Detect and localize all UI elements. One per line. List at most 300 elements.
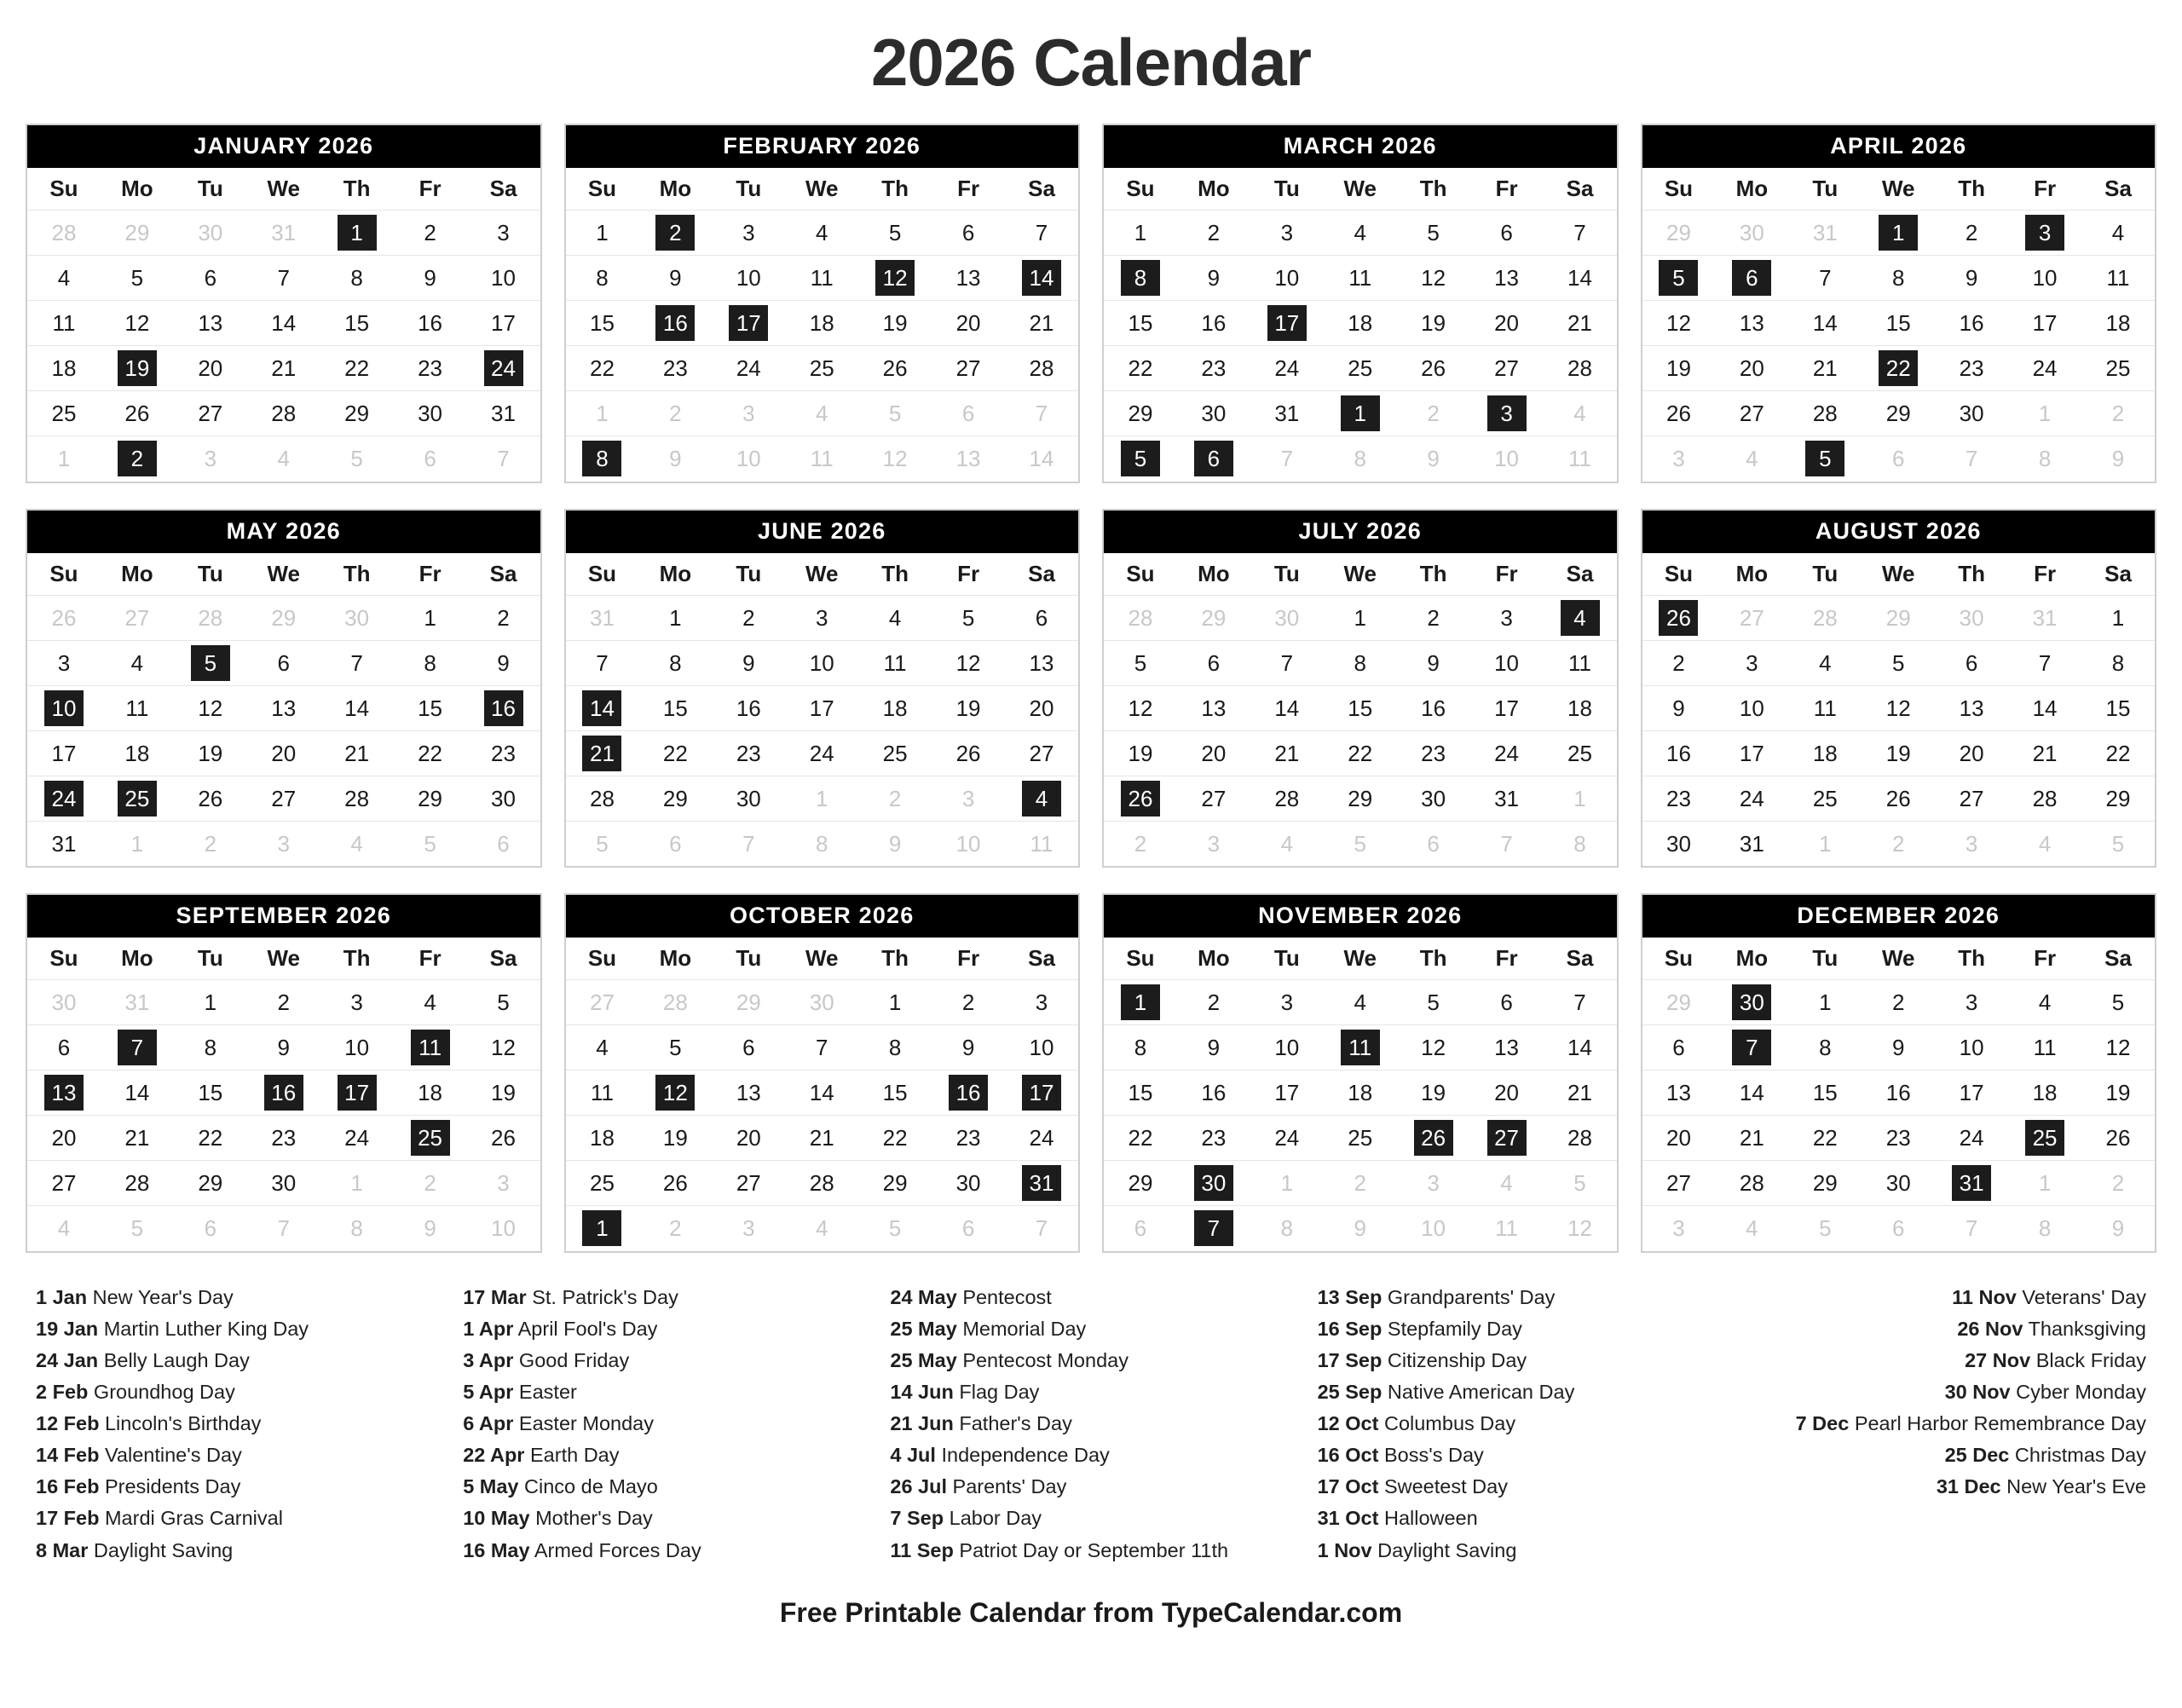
day-cell-highlighted[interactable]: [1470, 1116, 1544, 1161]
day-cell[interactable]: [2008, 1070, 2081, 1116]
day-cell[interactable]: [1642, 821, 1716, 866]
day-cell[interactable]: [858, 301, 932, 346]
day-cell[interactable]: [1715, 730, 1788, 776]
day-cell-adjacent-month[interactable]: [27, 211, 101, 256]
day-cell-highlighted[interactable]: [932, 1070, 1005, 1116]
day-cell-highlighted[interactable]: [101, 346, 174, 391]
day-cell[interactable]: [394, 776, 467, 821]
day-cell[interactable]: [174, 391, 247, 436]
day-cell-highlighted[interactable]: [1104, 980, 1177, 1025]
day-cell[interactable]: [1104, 1161, 1177, 1206]
day-cell-adjacent-month[interactable]: [932, 391, 1005, 436]
day-cell[interactable]: [858, 211, 932, 256]
day-cell[interactable]: [1397, 776, 1470, 821]
day-cell-adjacent-month[interactable]: [467, 821, 540, 866]
day-cell[interactable]: [101, 1070, 174, 1116]
day-cell[interactable]: [320, 1116, 394, 1161]
day-cell-highlighted[interactable]: [1470, 391, 1544, 436]
day-cell-adjacent-month[interactable]: [2008, 821, 2081, 866]
day-cell-adjacent-month[interactable]: [174, 1206, 247, 1251]
day-cell-highlighted[interactable]: [101, 776, 174, 821]
day-cell[interactable]: [27, 730, 101, 776]
day-cell-highlighted[interactable]: [1177, 436, 1250, 482]
day-cell[interactable]: [27, 301, 101, 346]
day-cell[interactable]: [174, 685, 247, 730]
day-cell[interactable]: [1177, 730, 1250, 776]
day-cell-adjacent-month[interactable]: [1544, 821, 1617, 866]
day-cell-adjacent-month[interactable]: [932, 436, 1005, 482]
day-cell[interactable]: [785, 730, 858, 776]
day-cell-highlighted[interactable]: [1862, 346, 1935, 391]
day-cell-highlighted[interactable]: [1324, 391, 1397, 436]
day-cell[interactable]: [320, 256, 394, 301]
day-cell-adjacent-month[interactable]: [2008, 1206, 2081, 1251]
day-cell-highlighted[interactable]: [1544, 595, 1617, 640]
day-cell-adjacent-month[interactable]: [247, 436, 320, 482]
day-cell[interactable]: [1250, 776, 1324, 821]
day-cell-adjacent-month[interactable]: [27, 436, 101, 482]
day-cell[interactable]: [247, 776, 320, 821]
day-cell-adjacent-month[interactable]: [2008, 595, 2081, 640]
day-cell-adjacent-month[interactable]: [2081, 436, 2155, 482]
day-cell[interactable]: [1862, 776, 1935, 821]
day-cell[interactable]: [101, 256, 174, 301]
day-cell[interactable]: [1862, 1070, 1935, 1116]
day-cell[interactable]: [1935, 1116, 2008, 1161]
day-cell[interactable]: [932, 1025, 1005, 1070]
day-cell[interactable]: [394, 256, 467, 301]
day-cell-adjacent-month[interactable]: [932, 1206, 1005, 1251]
day-cell-adjacent-month[interactable]: [1005, 391, 1078, 436]
day-cell[interactable]: [1862, 1116, 1935, 1161]
day-cell[interactable]: [1788, 980, 1862, 1025]
day-cell-adjacent-month[interactable]: [785, 980, 858, 1025]
day-cell[interactable]: [1324, 346, 1397, 391]
day-cell[interactable]: [101, 1161, 174, 1206]
day-cell[interactable]: [2081, 776, 2155, 821]
day-cell-adjacent-month[interactable]: [1324, 1206, 1397, 1251]
day-cell[interactable]: [785, 301, 858, 346]
day-cell-adjacent-month[interactable]: [1250, 1161, 1324, 1206]
day-cell[interactable]: [1104, 211, 1177, 256]
day-cell-adjacent-month[interactable]: [1862, 1206, 1935, 1251]
day-cell[interactable]: [1324, 211, 1397, 256]
day-cell-highlighted[interactable]: [566, 1206, 639, 1251]
day-cell[interactable]: [27, 1161, 101, 1206]
day-cell[interactable]: [1005, 980, 1078, 1025]
day-cell[interactable]: [566, 1116, 639, 1161]
day-cell[interactable]: [785, 256, 858, 301]
day-cell[interactable]: [101, 640, 174, 685]
day-cell[interactable]: [1862, 640, 1935, 685]
day-cell[interactable]: [1250, 256, 1324, 301]
day-cell[interactable]: [2081, 301, 2155, 346]
day-cell-highlighted[interactable]: [2008, 1116, 2081, 1161]
day-cell[interactable]: [1104, 301, 1177, 346]
day-cell[interactable]: [1324, 980, 1397, 1025]
day-cell[interactable]: [1104, 1116, 1177, 1161]
day-cell-highlighted[interactable]: [27, 776, 101, 821]
day-cell-adjacent-month[interactable]: [1397, 1206, 1470, 1251]
day-cell-highlighted[interactable]: [566, 730, 639, 776]
day-cell-highlighted[interactable]: [1177, 1206, 1250, 1251]
day-cell[interactable]: [1788, 256, 1862, 301]
day-cell[interactable]: [1862, 256, 1935, 301]
day-cell-adjacent-month[interactable]: [1544, 776, 1617, 821]
day-cell[interactable]: [320, 980, 394, 1025]
day-cell-adjacent-month[interactable]: [858, 436, 932, 482]
day-cell[interactable]: [1005, 595, 1078, 640]
day-cell[interactable]: [1862, 1161, 1935, 1206]
day-cell[interactable]: [1470, 301, 1544, 346]
day-cell-adjacent-month[interactable]: [1642, 980, 1716, 1025]
day-cell[interactable]: [638, 776, 712, 821]
day-cell[interactable]: [712, 776, 785, 821]
day-cell[interactable]: [1642, 640, 1716, 685]
day-cell-adjacent-month[interactable]: [1642, 211, 1716, 256]
day-cell-adjacent-month[interactable]: [1788, 211, 1862, 256]
day-cell-adjacent-month[interactable]: [1935, 821, 2008, 866]
day-cell[interactable]: [1470, 776, 1544, 821]
day-cell-adjacent-month[interactable]: [2081, 391, 2155, 436]
day-cell[interactable]: [1788, 1116, 1862, 1161]
day-cell-adjacent-month[interactable]: [566, 980, 639, 1025]
day-cell-adjacent-month[interactable]: [394, 1206, 467, 1251]
day-cell-adjacent-month[interactable]: [1397, 391, 1470, 436]
day-cell-adjacent-month[interactable]: [1470, 436, 1544, 482]
day-cell-adjacent-month[interactable]: [638, 1206, 712, 1251]
day-cell-adjacent-month[interactable]: [2008, 391, 2081, 436]
day-cell-adjacent-month[interactable]: [2008, 436, 2081, 482]
day-cell-highlighted[interactable]: [712, 301, 785, 346]
day-cell[interactable]: [1642, 1025, 1716, 1070]
day-cell[interactable]: [566, 346, 639, 391]
day-cell[interactable]: [785, 1070, 858, 1116]
day-cell[interactable]: [1788, 391, 1862, 436]
day-cell-adjacent-month[interactable]: [1397, 436, 1470, 482]
day-cell-adjacent-month[interactable]: [1250, 1206, 1324, 1251]
day-cell-adjacent-month[interactable]: [638, 821, 712, 866]
day-cell[interactable]: [2008, 776, 2081, 821]
day-cell[interactable]: [1177, 211, 1250, 256]
day-cell[interactable]: [1715, 391, 1788, 436]
day-cell[interactable]: [932, 1116, 1005, 1161]
day-cell[interactable]: [2008, 301, 2081, 346]
day-cell[interactable]: [1715, 821, 1788, 866]
day-cell-adjacent-month[interactable]: [1788, 595, 1862, 640]
day-cell[interactable]: [174, 301, 247, 346]
day-cell[interactable]: [27, 1116, 101, 1161]
day-cell-adjacent-month[interactable]: [1397, 1161, 1470, 1206]
day-cell[interactable]: [1544, 256, 1617, 301]
day-cell[interactable]: [1250, 211, 1324, 256]
day-cell[interactable]: [1104, 346, 1177, 391]
day-cell[interactable]: [1177, 776, 1250, 821]
day-cell[interactable]: [638, 1161, 712, 1206]
day-cell[interactable]: [1005, 640, 1078, 685]
day-cell-adjacent-month[interactable]: [101, 211, 174, 256]
day-cell-adjacent-month[interactable]: [1642, 436, 1716, 482]
day-cell[interactable]: [27, 640, 101, 685]
day-cell[interactable]: [467, 776, 540, 821]
day-cell[interactable]: [566, 301, 639, 346]
day-cell[interactable]: [1005, 211, 1078, 256]
day-cell-highlighted[interactable]: [1177, 1161, 1250, 1206]
day-cell[interactable]: [1935, 211, 2008, 256]
day-cell-adjacent-month[interactable]: [1470, 1206, 1544, 1251]
day-cell[interactable]: [1544, 980, 1617, 1025]
day-cell[interactable]: [932, 1161, 1005, 1206]
day-cell-adjacent-month[interactable]: [638, 980, 712, 1025]
day-cell-adjacent-month[interactable]: [1104, 1206, 1177, 1251]
day-cell[interactable]: [1005, 301, 1078, 346]
day-cell-adjacent-month[interactable]: [785, 1206, 858, 1251]
day-cell[interactable]: [1397, 980, 1470, 1025]
day-cell-adjacent-month[interactable]: [101, 821, 174, 866]
day-cell-adjacent-month[interactable]: [2081, 1161, 2155, 1206]
day-cell[interactable]: [1788, 301, 1862, 346]
day-cell[interactable]: [1544, 346, 1617, 391]
day-cell-adjacent-month[interactable]: [1177, 595, 1250, 640]
day-cell-adjacent-month[interactable]: [101, 1206, 174, 1251]
day-cell[interactable]: [858, 1161, 932, 1206]
day-cell-highlighted[interactable]: [394, 1025, 467, 1070]
day-cell-adjacent-month[interactable]: [712, 980, 785, 1025]
day-cell-adjacent-month[interactable]: [1005, 1206, 1078, 1251]
day-cell[interactable]: [2081, 685, 2155, 730]
day-cell-adjacent-month[interactable]: [785, 821, 858, 866]
day-cell[interactable]: [1104, 1070, 1177, 1116]
day-cell[interactable]: [320, 730, 394, 776]
day-cell-adjacent-month[interactable]: [932, 821, 1005, 866]
day-cell[interactable]: [1862, 730, 1935, 776]
day-cell[interactable]: [1935, 301, 2008, 346]
day-cell[interactable]: [320, 1025, 394, 1070]
day-cell[interactable]: [1788, 640, 1862, 685]
day-cell[interactable]: [2008, 1025, 2081, 1070]
day-cell[interactable]: [712, 346, 785, 391]
day-cell[interactable]: [712, 256, 785, 301]
day-cell[interactable]: [247, 256, 320, 301]
day-cell[interactable]: [247, 685, 320, 730]
day-cell[interactable]: [101, 685, 174, 730]
day-cell-adjacent-month[interactable]: [1788, 821, 1862, 866]
day-cell-adjacent-month[interactable]: [467, 1161, 540, 1206]
day-cell[interactable]: [1935, 640, 2008, 685]
day-cell[interactable]: [638, 640, 712, 685]
day-cell[interactable]: [1544, 301, 1617, 346]
day-cell[interactable]: [712, 685, 785, 730]
day-cell[interactable]: [1005, 1116, 1078, 1161]
day-cell-adjacent-month[interactable]: [932, 776, 1005, 821]
day-cell-adjacent-month[interactable]: [1397, 821, 1470, 866]
day-cell-adjacent-month[interactable]: [785, 776, 858, 821]
day-cell[interactable]: [1642, 301, 1716, 346]
day-cell-adjacent-month[interactable]: [1250, 821, 1324, 866]
day-cell[interactable]: [1544, 1070, 1617, 1116]
day-cell-adjacent-month[interactable]: [712, 436, 785, 482]
day-cell[interactable]: [1250, 1070, 1324, 1116]
day-cell-highlighted[interactable]: [638, 1070, 712, 1116]
day-cell[interactable]: [394, 980, 467, 1025]
day-cell[interactable]: [247, 1161, 320, 1206]
day-cell[interactable]: [1177, 1070, 1250, 1116]
day-cell[interactable]: [1788, 776, 1862, 821]
day-cell-adjacent-month[interactable]: [394, 436, 467, 482]
day-cell-highlighted[interactable]: [1104, 256, 1177, 301]
day-cell[interactable]: [1005, 685, 1078, 730]
day-cell-adjacent-month[interactable]: [1250, 436, 1324, 482]
day-cell[interactable]: [785, 1161, 858, 1206]
day-cell[interactable]: [1104, 730, 1177, 776]
day-cell-adjacent-month[interactable]: [27, 980, 101, 1025]
day-cell[interactable]: [858, 640, 932, 685]
day-cell[interactable]: [174, 256, 247, 301]
day-cell-adjacent-month[interactable]: [638, 391, 712, 436]
day-cell[interactable]: [1642, 1070, 1716, 1116]
day-cell[interactable]: [1715, 640, 1788, 685]
day-cell[interactable]: [785, 346, 858, 391]
day-cell[interactable]: [467, 211, 540, 256]
day-cell[interactable]: [1935, 685, 2008, 730]
day-cell[interactable]: [638, 685, 712, 730]
day-cell-adjacent-month[interactable]: [467, 1206, 540, 1251]
day-cell-adjacent-month[interactable]: [1104, 821, 1177, 866]
day-cell[interactable]: [467, 1025, 540, 1070]
day-cell[interactable]: [1104, 1025, 1177, 1070]
day-cell-adjacent-month[interactable]: [2008, 1161, 2081, 1206]
day-cell-adjacent-month[interactable]: [858, 776, 932, 821]
day-cell-adjacent-month[interactable]: [1715, 211, 1788, 256]
day-cell-adjacent-month[interactable]: [858, 1206, 932, 1251]
day-cell[interactable]: [174, 346, 247, 391]
day-cell-highlighted[interactable]: [320, 211, 394, 256]
day-cell[interactable]: [712, 1161, 785, 1206]
day-cell[interactable]: [2081, 346, 2155, 391]
day-cell[interactable]: [1177, 301, 1250, 346]
day-cell[interactable]: [1250, 1116, 1324, 1161]
day-cell[interactable]: [1935, 346, 2008, 391]
day-cell-adjacent-month[interactable]: [712, 391, 785, 436]
day-cell[interactable]: [27, 1025, 101, 1070]
day-cell-highlighted[interactable]: [101, 436, 174, 482]
day-cell[interactable]: [1177, 685, 1250, 730]
day-cell[interactable]: [1935, 1025, 2008, 1070]
day-cell-adjacent-month[interactable]: [1935, 436, 2008, 482]
day-cell-highlighted[interactable]: [1642, 595, 1716, 640]
day-cell[interactable]: [858, 980, 932, 1025]
day-cell[interactable]: [638, 730, 712, 776]
day-cell-highlighted[interactable]: [858, 256, 932, 301]
day-cell[interactable]: [101, 730, 174, 776]
day-cell-adjacent-month[interactable]: [394, 821, 467, 866]
day-cell-adjacent-month[interactable]: [785, 391, 858, 436]
day-cell[interactable]: [1397, 730, 1470, 776]
day-cell-highlighted[interactable]: [638, 211, 712, 256]
day-cell-highlighted[interactable]: [467, 685, 540, 730]
day-cell[interactable]: [320, 301, 394, 346]
day-cell-highlighted[interactable]: [638, 301, 712, 346]
day-cell[interactable]: [320, 640, 394, 685]
day-cell-adjacent-month[interactable]: [247, 211, 320, 256]
day-cell[interactable]: [2081, 1025, 2155, 1070]
day-cell[interactable]: [1715, 776, 1788, 821]
day-cell[interactable]: [1935, 776, 2008, 821]
day-cell[interactable]: [1397, 256, 1470, 301]
day-cell[interactable]: [1177, 1116, 1250, 1161]
day-cell[interactable]: [1104, 685, 1177, 730]
day-cell-highlighted[interactable]: [27, 1070, 101, 1116]
day-cell[interactable]: [1005, 346, 1078, 391]
day-cell[interactable]: [1250, 730, 1324, 776]
day-cell-adjacent-month[interactable]: [1715, 1206, 1788, 1251]
day-cell[interactable]: [2008, 640, 2081, 685]
day-cell-adjacent-month[interactable]: [1642, 1206, 1716, 1251]
day-cell-adjacent-month[interactable]: [1177, 821, 1250, 866]
day-cell-adjacent-month[interactable]: [566, 391, 639, 436]
day-cell-highlighted[interactable]: [1935, 1161, 2008, 1206]
day-cell[interactable]: [566, 1161, 639, 1206]
day-cell[interactable]: [566, 256, 639, 301]
day-cell[interactable]: [1177, 391, 1250, 436]
day-cell[interactable]: [1250, 1025, 1324, 1070]
day-cell-adjacent-month[interactable]: [247, 1206, 320, 1251]
day-cell[interactable]: [2081, 1070, 2155, 1116]
day-cell[interactable]: [2008, 980, 2081, 1025]
day-cell-highlighted[interactable]: [1005, 1070, 1078, 1116]
day-cell[interactable]: [566, 1025, 639, 1070]
day-cell[interactable]: [1470, 346, 1544, 391]
day-cell[interactable]: [394, 730, 467, 776]
day-cell-adjacent-month[interactable]: [320, 595, 394, 640]
day-cell[interactable]: [1642, 730, 1716, 776]
day-cell[interactable]: [1470, 1025, 1544, 1070]
day-cell-adjacent-month[interactable]: [174, 595, 247, 640]
day-cell[interactable]: [638, 595, 712, 640]
day-cell[interactable]: [1642, 346, 1716, 391]
day-cell[interactable]: [785, 211, 858, 256]
day-cell-adjacent-month[interactable]: [1104, 595, 1177, 640]
day-cell-adjacent-month[interactable]: [712, 1206, 785, 1251]
day-cell-highlighted[interactable]: [1250, 301, 1324, 346]
day-cell-adjacent-month[interactable]: [858, 391, 932, 436]
day-cell[interactable]: [101, 391, 174, 436]
day-cell[interactable]: [1715, 1116, 1788, 1161]
day-cell[interactable]: [1250, 640, 1324, 685]
day-cell[interactable]: [2081, 980, 2155, 1025]
day-cell[interactable]: [1642, 685, 1716, 730]
day-cell[interactable]: [27, 346, 101, 391]
day-cell[interactable]: [1470, 980, 1544, 1025]
day-cell-highlighted[interactable]: [1324, 1025, 1397, 1070]
day-cell[interactable]: [1005, 730, 1078, 776]
day-cell[interactable]: [566, 776, 639, 821]
day-cell-adjacent-month[interactable]: [1862, 436, 1935, 482]
day-cell[interactable]: [858, 595, 932, 640]
day-cell[interactable]: [1324, 685, 1397, 730]
day-cell[interactable]: [1715, 301, 1788, 346]
day-cell[interactable]: [394, 391, 467, 436]
day-cell[interactable]: [101, 301, 174, 346]
day-cell[interactable]: [247, 730, 320, 776]
day-cell[interactable]: [712, 211, 785, 256]
day-cell[interactable]: [174, 1025, 247, 1070]
day-cell-highlighted[interactable]: [1715, 1025, 1788, 1070]
day-cell-adjacent-month[interactable]: [101, 980, 174, 1025]
day-cell[interactable]: [1397, 685, 1470, 730]
day-cell[interactable]: [1104, 640, 1177, 685]
day-cell[interactable]: [1935, 256, 2008, 301]
